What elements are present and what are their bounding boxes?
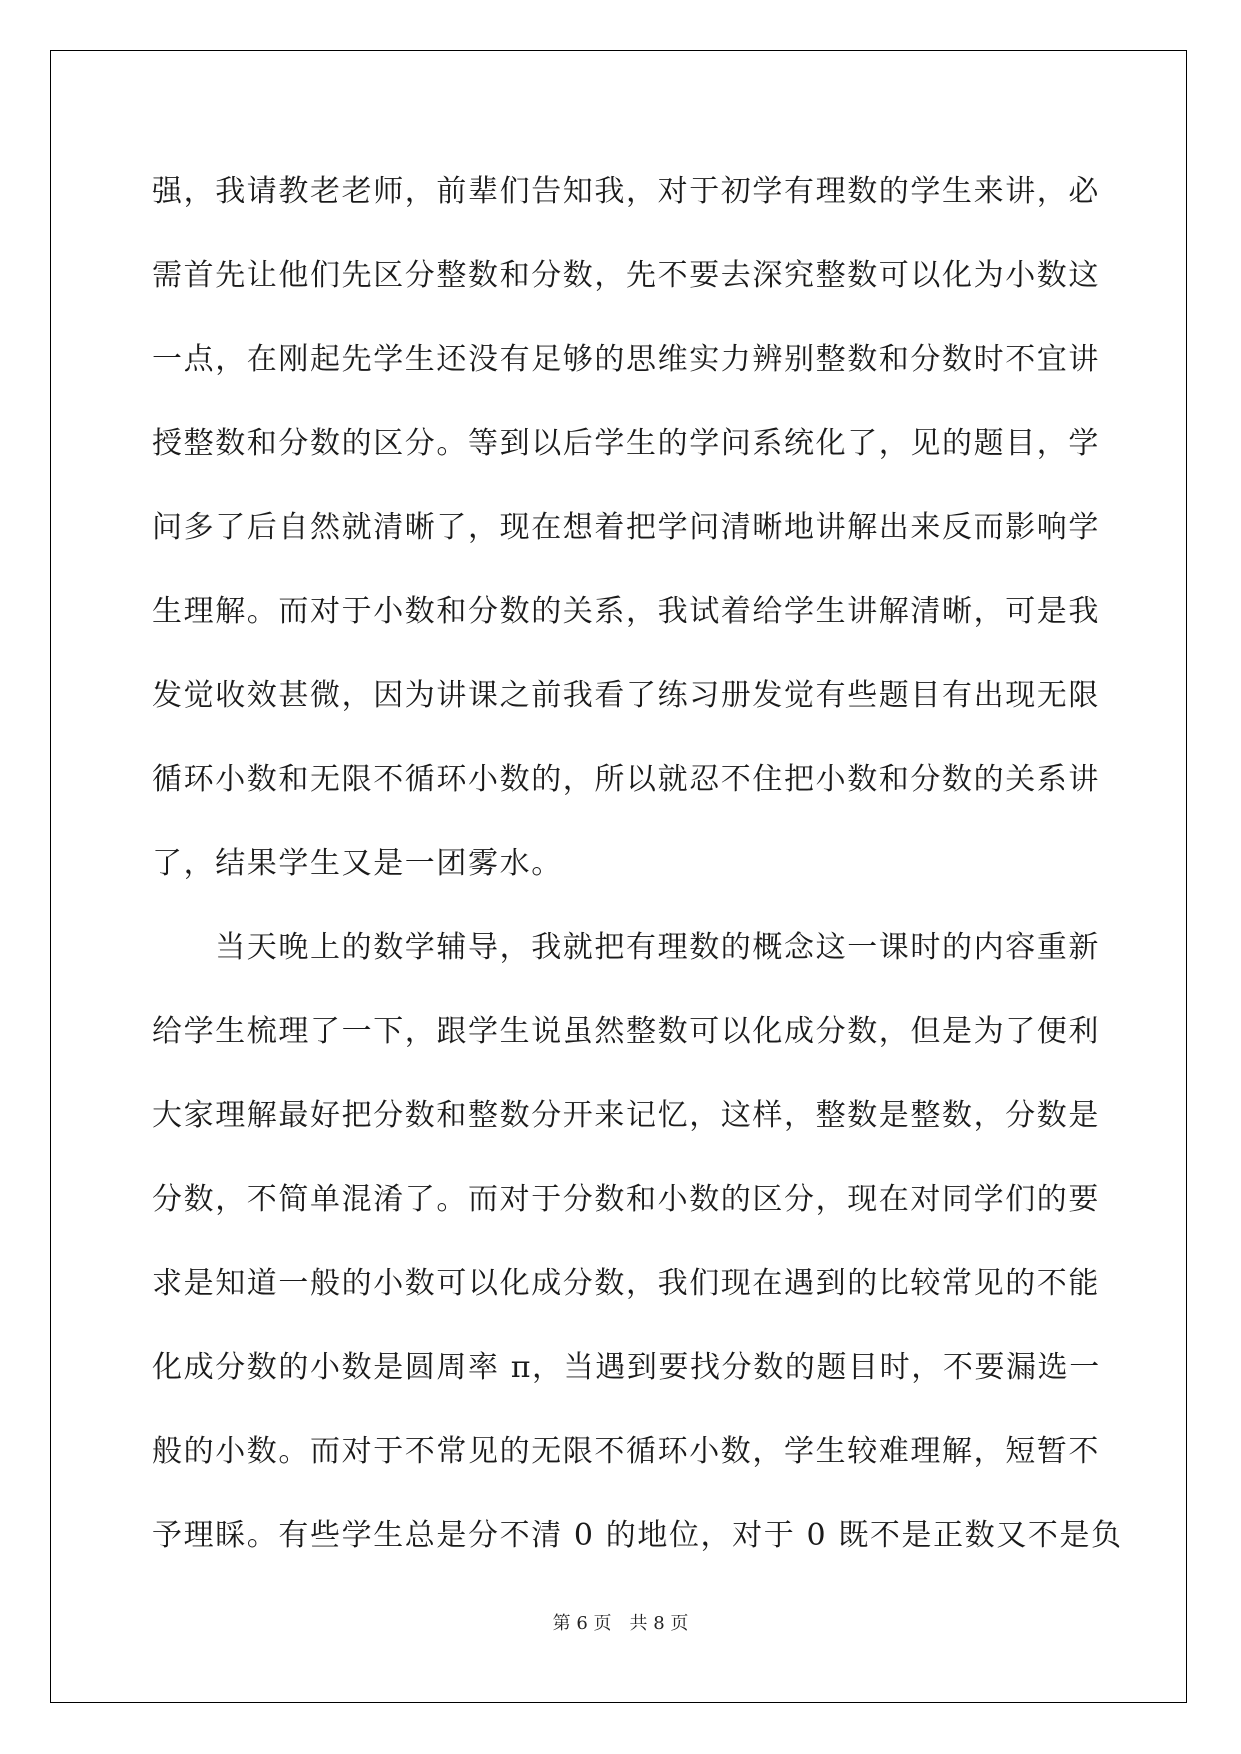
- text-line: 了，结果学生又是一团雾水。: [152, 846, 563, 881]
- text-line: 给学生梳理了一下，跟学生说虽然整数可以化成分数，但是为了便利: [152, 1014, 1100, 1049]
- text-line: 循环小数和无限不循环小数的，所以就忍不住把小数和分数的关系讲: [152, 762, 1100, 797]
- text-line: 授整数和分数的区分。等到以后学生的学问系统化了，见的题目，学: [152, 426, 1100, 461]
- text-line: 分数，不简单混淆了。而对于分数和小数的区分，现在对同学们的要: [152, 1182, 1100, 1217]
- document-body: [152, 160, 1123, 1588]
- text-line: 发觉收效甚微，因为讲课之前我看了练习册发觉有些题目有出现无限: [152, 678, 1100, 713]
- text-line: 一点，在刚起先学生还没有足够的思维实力辨别整数和分数时不宜讲: [152, 342, 1100, 377]
- text-line: 般的小数。而对于不常见的无限不循环小数，学生较难理解，短暂不: [152, 1434, 1100, 1469]
- text-line: 强，我请教老老师，前辈们告知我，对于初学有理数的学生来讲，必: [152, 174, 1100, 209]
- text-line: 需首先让他们先区分整数和分数，先不要去深究整数可以化为小数这: [152, 258, 1100, 293]
- text-line: 予理睬。有些学生总是分不清 0 的地位，对于 0 既不是正数又不是负: [152, 1518, 1123, 1553]
- text-line: 当天晚上的数学辅导，我就把有理数的概念这一课时的内容重新: [152, 930, 1100, 965]
- text-line: 大家理解最好把分数和整数分开来记忆，这样，整数是整数，分数是: [152, 1098, 1100, 1133]
- text-line: 求是知道一般的小数可以化成分数，我们现在遇到的比较常见的不能: [152, 1266, 1100, 1301]
- text-line: 化成分数的小数是圆周率 π，当遇到要找分数的题目时，不要漏选一: [152, 1350, 1101, 1385]
- page-footer: 第 6 页 共 8 页: [552, 1613, 689, 1634]
- text-line: 问多了后自然就清晰了，现在想着把学问清晰地讲解出来反而影响学: [152, 510, 1100, 545]
- text-line: 生理解。而对于小数和分数的关系，我试着给学生讲解清晰，可是我: [152, 594, 1100, 629]
